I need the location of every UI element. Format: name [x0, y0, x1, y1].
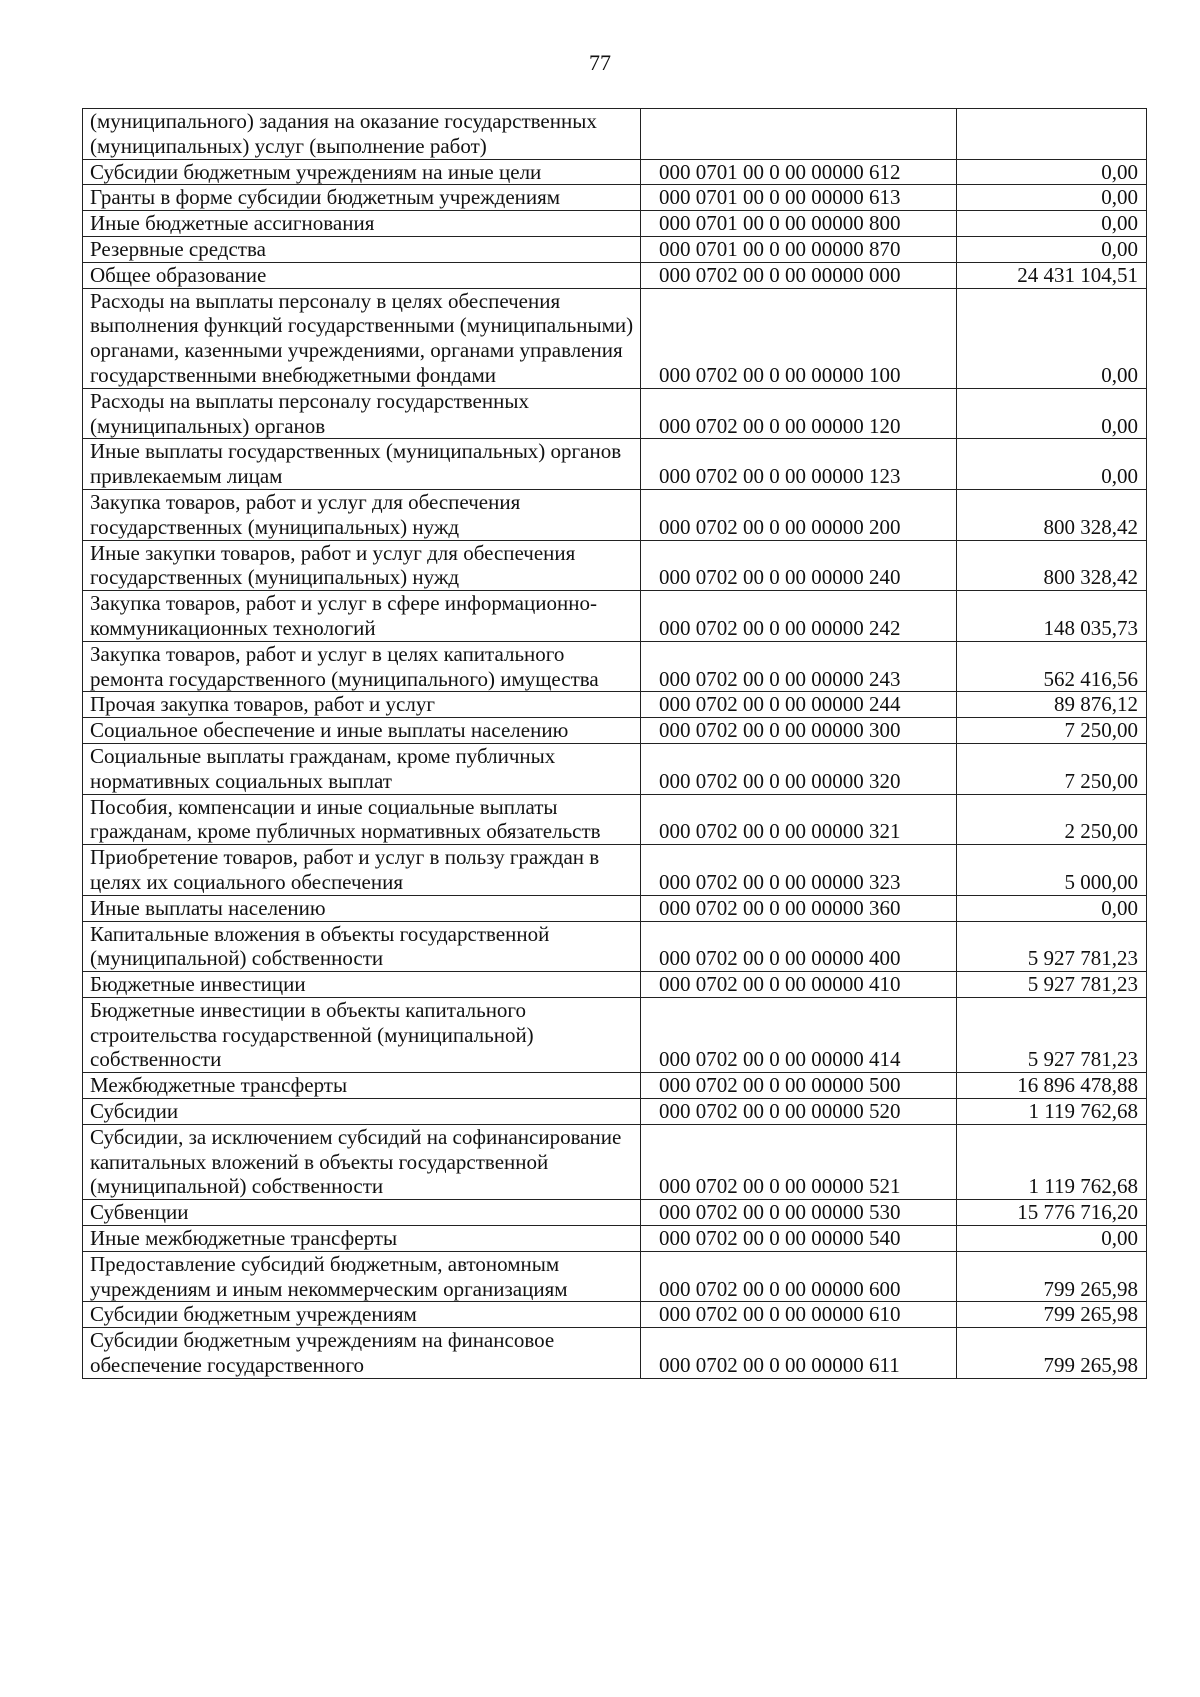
table-row — [83, 743, 1147, 794]
amount-cell: 5 000,00 — [957, 845, 1147, 896]
budget-code-cell: 000 0702 00 0 00 00000 321 — [641, 794, 957, 845]
expense-name-cell: Бюджетные инвестиции в объекты капитального строительства государственной (муниципальной) собственности — [83, 997, 641, 1072]
table-row — [83, 921, 1147, 972]
table-row — [83, 439, 1147, 490]
amount-cell: 7 250,00 — [957, 743, 1147, 794]
expense-name-cell: (муниципального) задания на оказание государственных (муниципальных) услуг (выполнение работ) — [83, 109, 641, 160]
amount-cell: 0,00 — [957, 159, 1147, 185]
expense-name-cell: Иные выплаты государственных (муниципальных) органов привлекаемым лицам — [83, 439, 641, 490]
table-row — [83, 1328, 1147, 1379]
table-row — [83, 1302, 1147, 1328]
budget-code-cell — [641, 109, 957, 160]
budget-code-cell: 000 0702 00 0 00 00000 400 — [641, 921, 957, 972]
table-row — [83, 288, 1147, 388]
expense-name-cell: Социальные выплаты гражданам, кроме публичных нормативных социальных выплат — [83, 743, 641, 794]
amount-cell: 16 896 478,88 — [957, 1073, 1147, 1099]
expense-name-cell: Иные закупки товаров, работ и услуг для обеспечения государственных (муниципальных) нужд — [83, 540, 641, 591]
expense-name-cell: Расходы на выплаты персоналу в целях обеспечения выполнения функций государственными (муниципальными) органами, казенными учреждениями, органами управления государственными внебюджетными фондами — [83, 288, 641, 388]
expense-name-cell: Субсидии бюджетным учреждениям на иные цели — [83, 159, 641, 185]
expense-name-cell: Гранты в форме субсидии бюджетным учреждениям — [83, 185, 641, 211]
table-row — [83, 895, 1147, 921]
expense-name-cell: Приобретение товаров, работ и услуг в пользу граждан в целях их социального обеспечения — [83, 845, 641, 896]
expense-name-cell: Субсидии бюджетным учреждениям на финансовое обеспечение государственного — [83, 1328, 641, 1379]
amount-cell: 89 876,12 — [957, 692, 1147, 718]
expense-name-cell: Социальное обеспечение и иные выплаты населению — [83, 718, 641, 744]
table-row — [83, 1226, 1147, 1252]
budget-code-cell: 000 0702 00 0 00 00000 123 — [641, 439, 957, 490]
budget-code-cell: 000 0702 00 0 00 00000 500 — [641, 1073, 957, 1099]
budget-code-cell: 000 0702 00 0 00 00000 244 — [641, 692, 957, 718]
budget-code-cell: 000 0701 00 0 00 00000 613 — [641, 185, 957, 211]
budget-code-cell: 000 0702 00 0 00 00000 521 — [641, 1124, 957, 1199]
expense-name-cell: Резервные средства — [83, 236, 641, 262]
amount-cell: 0,00 — [957, 236, 1147, 262]
budget-code-cell: 000 0702 00 0 00 00000 414 — [641, 997, 957, 1072]
amount-cell: 0,00 — [957, 211, 1147, 237]
amount-cell: 799 265,98 — [957, 1302, 1147, 1328]
table-row — [83, 540, 1147, 591]
budget-code-cell: 000 0702 00 0 00 00000 320 — [641, 743, 957, 794]
amount-cell: 1 119 762,68 — [957, 1099, 1147, 1125]
expense-name-cell: Капитальные вложения в объекты государственной (муниципальной) собственности — [83, 921, 641, 972]
budget-code-cell: 000 0701 00 0 00 00000 800 — [641, 211, 957, 237]
table-row — [83, 236, 1147, 262]
expense-name-cell: Иные бюджетные ассигнования — [83, 211, 641, 237]
expense-name-cell: Закупка товаров, работ и услуг для обеспечения государственных (муниципальных) нужд — [83, 489, 641, 540]
expense-name-cell: Предоставление субсидий бюджетным, автономным учреждениям и иным некоммерческим организациям — [83, 1251, 641, 1302]
budget-code-cell: 000 0702 00 0 00 00000 530 — [641, 1200, 957, 1226]
amount-cell: 0,00 — [957, 439, 1147, 490]
table-row — [83, 718, 1147, 744]
budget-code-cell: 000 0702 00 0 00 00000 611 — [641, 1328, 957, 1379]
amount-cell: 7 250,00 — [957, 718, 1147, 744]
amount-cell: 1 119 762,68 — [957, 1124, 1147, 1199]
table-row — [83, 1124, 1147, 1199]
page-number: 77 — [589, 50, 611, 75]
budget-code-cell: 000 0702 00 0 00 00000 242 — [641, 591, 957, 642]
budget-code-cell: 000 0702 00 0 00 00000 360 — [641, 895, 957, 921]
amount-cell: 0,00 — [957, 895, 1147, 921]
budget-code-cell: 000 0702 00 0 00 00000 410 — [641, 972, 957, 998]
amount-cell: 800 328,42 — [957, 489, 1147, 540]
budget-code-cell: 000 0702 00 0 00 00000 243 — [641, 641, 957, 692]
table-row — [83, 211, 1147, 237]
budget-code-cell: 000 0701 00 0 00 00000 870 — [641, 236, 957, 262]
budget-code-cell: 000 0702 00 0 00 00000 520 — [641, 1099, 957, 1125]
table-row — [83, 1099, 1147, 1125]
table-row — [83, 489, 1147, 540]
table-row — [83, 972, 1147, 998]
amount-cell: 0,00 — [957, 1226, 1147, 1252]
amount-cell: 24 431 104,51 — [957, 262, 1147, 288]
expense-name-cell: Иные межбюджетные трансферты — [83, 1226, 641, 1252]
table-row — [83, 1251, 1147, 1302]
amount-cell: 2 250,00 — [957, 794, 1147, 845]
table-row — [83, 185, 1147, 211]
table-row — [83, 997, 1147, 1072]
table-row — [83, 159, 1147, 185]
amount-cell: 799 265,98 — [957, 1251, 1147, 1302]
amount-cell: 15 776 716,20 — [957, 1200, 1147, 1226]
budget-code-cell: 000 0702 00 0 00 00000 240 — [641, 540, 957, 591]
expense-name-cell: Общее образование — [83, 262, 641, 288]
table-row — [83, 591, 1147, 642]
budget-code-cell: 000 0702 00 0 00 00000 600 — [641, 1251, 957, 1302]
budget-code-cell: 000 0701 00 0 00 00000 612 — [641, 159, 957, 185]
expense-name-cell: Закупка товаров, работ и услуг в сфере информационно-коммуникационных технологий — [83, 591, 641, 642]
table-row — [83, 1200, 1147, 1226]
expense-name-cell: Бюджетные инвестиции — [83, 972, 641, 998]
table-row — [83, 388, 1147, 439]
expense-name-cell: Расходы на выплаты персоналу государственных (муниципальных) органов — [83, 388, 641, 439]
budget-code-cell: 000 0702 00 0 00 00000 300 — [641, 718, 957, 744]
expense-name-cell: Субсидии бюджетным учреждениям — [83, 1302, 641, 1328]
expense-name-cell: Закупка товаров, работ и услуг в целях капитального ремонта государственного (муниципального) имущества — [83, 641, 641, 692]
table-row — [83, 692, 1147, 718]
amount-cell — [957, 109, 1147, 160]
expense-name-cell: Межбюджетные трансферты — [83, 1073, 641, 1099]
table-row — [83, 109, 1147, 160]
expense-name-cell: Субсидии, за исключением субсидий на софинансирование капитальных вложений в объекты государственной (муниципальной) собственности — [83, 1124, 641, 1199]
expense-name-cell: Иные выплаты населению — [83, 895, 641, 921]
table-row — [83, 845, 1147, 896]
table-body — [83, 109, 1147, 1379]
budget-code-cell: 000 0702 00 0 00 00000 200 — [641, 489, 957, 540]
budget-code-cell: 000 0702 00 0 00 00000 610 — [641, 1302, 957, 1328]
budget-code-cell: 000 0702 00 0 00 00000 000 — [641, 262, 957, 288]
budget-expenditure-table — [82, 108, 1147, 1379]
amount-cell: 799 265,98 — [957, 1328, 1147, 1379]
amount-cell: 0,00 — [957, 388, 1147, 439]
budget-code-cell: 000 0702 00 0 00 00000 120 — [641, 388, 957, 439]
table-row — [83, 1073, 1147, 1099]
amount-cell: 148 035,73 — [957, 591, 1147, 642]
expense-name-cell: Субсидии — [83, 1099, 641, 1125]
expense-name-cell: Субвенции — [83, 1200, 641, 1226]
table-row — [83, 794, 1147, 845]
amount-cell: 562 416,56 — [957, 641, 1147, 692]
amount-cell: 800 328,42 — [957, 540, 1147, 591]
table-row — [83, 262, 1147, 288]
amount-cell: 5 927 781,23 — [957, 921, 1147, 972]
amount-cell: 5 927 781,23 — [957, 997, 1147, 1072]
expense-name-cell: Пособия, компенсации и иные социальные выплаты гражданам, кроме публичных нормативных обязательств — [83, 794, 641, 845]
budget-code-cell: 000 0702 00 0 00 00000 540 — [641, 1226, 957, 1252]
amount-cell: 0,00 — [957, 185, 1147, 211]
amount-cell: 0,00 — [957, 288, 1147, 388]
table-row — [83, 641, 1147, 692]
budget-code-cell: 000 0702 00 0 00 00000 100 — [641, 288, 957, 388]
budget-code-cell: 000 0702 00 0 00 00000 323 — [641, 845, 957, 896]
expense-name-cell: Прочая закупка товаров, работ и услуг — [83, 692, 641, 718]
amount-cell: 5 927 781,23 — [957, 972, 1147, 998]
